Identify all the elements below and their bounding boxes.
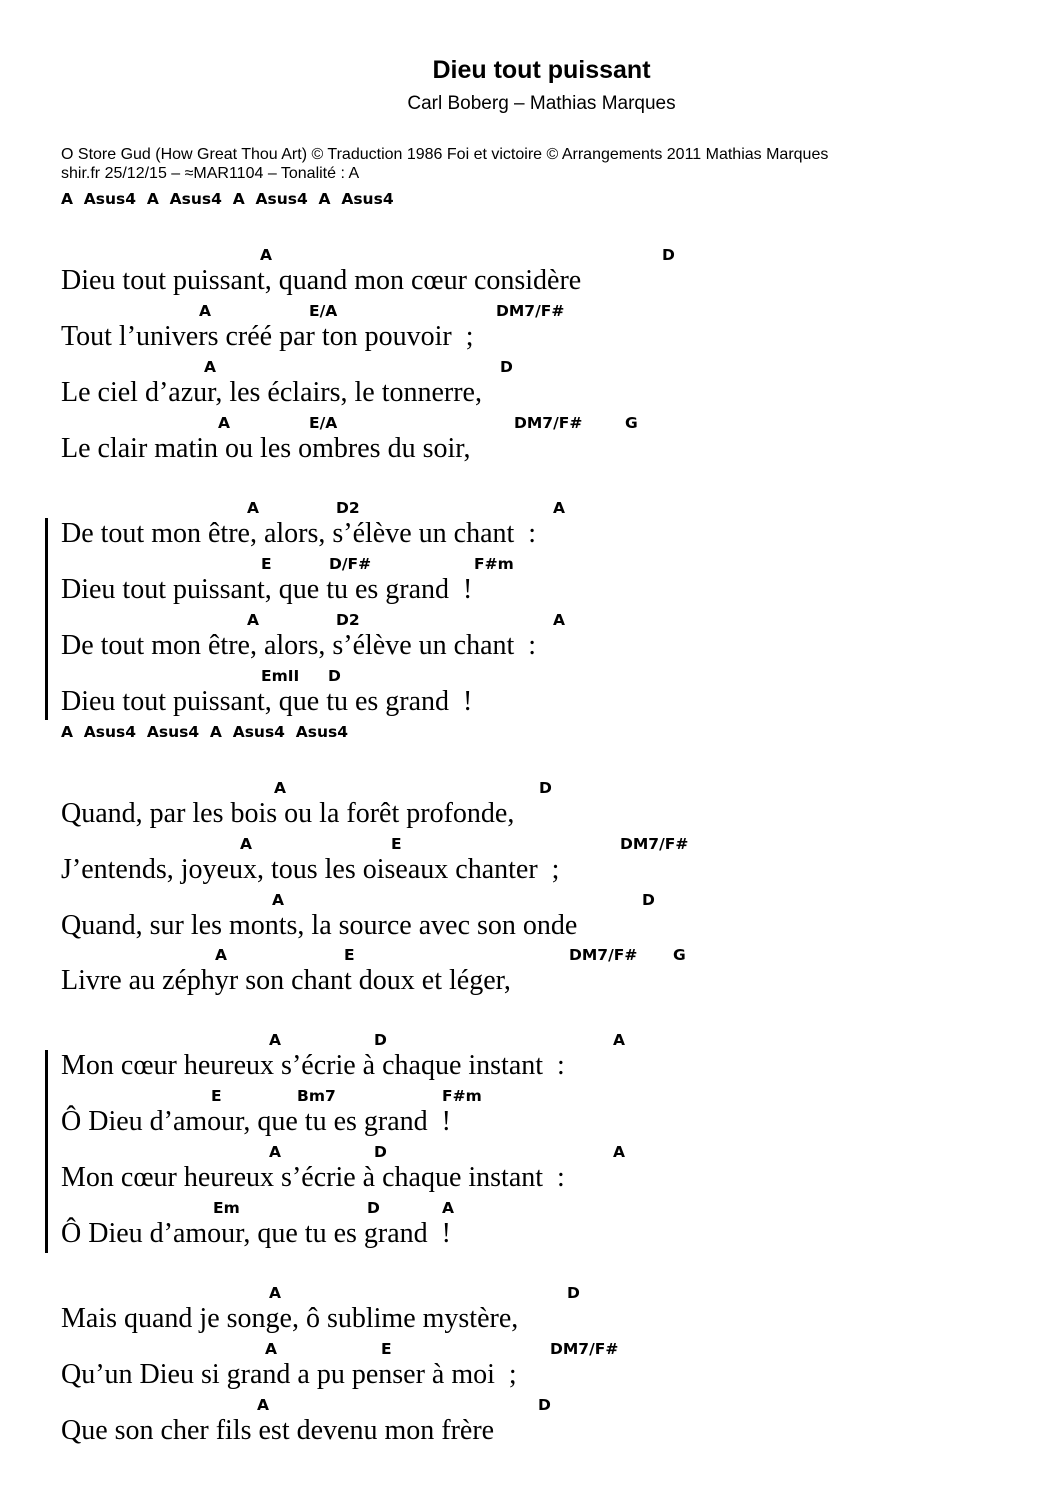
chord: D <box>538 1396 551 1414</box>
chorus-marker-bar <box>45 1050 48 1253</box>
song-authors: Carl Boberg – Mathias Marques <box>407 93 676 114</box>
lyric-line: Le ciel d’azur, les éclairs, le tonnerre, <box>61 377 482 408</box>
chord: A <box>553 499 565 517</box>
chorus-marker-bar <box>45 518 48 720</box>
copyright-line: O Store Gud (How Great Thou Art) © Traduction 1986 Foi et victoire © Arrangements 2011 Mathias Marques <box>61 146 829 163</box>
interlude-chords: A Asus4 Asus4 A Asus4 Asus4 <box>61 723 349 741</box>
lyric-line: Quand, par les bois ou la forêt profonde, <box>61 798 515 829</box>
chord: A <box>269 1031 281 1049</box>
chord: A <box>240 835 252 853</box>
lyric-line: Le clair matin ou les ombres du soir, <box>61 433 471 464</box>
chord: D <box>328 667 341 685</box>
chord: A <box>553 611 565 629</box>
source-line: shir.fr 25/12/15 – ≈MAR1104 – Tonalité : A <box>61 165 360 182</box>
chord: A <box>272 891 284 909</box>
chord: E/A <box>309 414 338 432</box>
lyric-line: Tout l’univers créé par ton pouvoir ; <box>61 321 474 352</box>
chord: A <box>257 1396 269 1414</box>
lyric-line: Mon cœur heureux s’écrie à chaque instant : <box>61 1162 565 1193</box>
chord: DM7/F# <box>550 1340 619 1358</box>
chord: G <box>673 946 686 964</box>
chord: F#m <box>442 1087 482 1105</box>
chord: DM7/F# <box>514 414 583 432</box>
chord: A <box>247 611 259 629</box>
chord: A <box>269 1284 281 1302</box>
lyric-line: Dieu tout puissant, que tu es grand ! <box>61 574 473 605</box>
chord: DM7/F# <box>620 835 689 853</box>
chord: Bm7 <box>297 1087 336 1105</box>
chord: A <box>247 499 259 517</box>
chord: D <box>374 1031 387 1049</box>
chord: E <box>344 946 355 964</box>
chord: A <box>274 779 286 797</box>
chord: E <box>391 835 402 853</box>
chord: A <box>204 358 216 376</box>
lyric-line: De tout mon être, alors, s’élève un chant : <box>61 630 537 661</box>
chord: A <box>613 1143 625 1161</box>
chord: A <box>613 1031 625 1049</box>
chord: EmII <box>261 667 300 685</box>
lyric-line: De tout mon être, alors, s’élève un chant : <box>61 518 537 549</box>
chord: D/F# <box>329 555 372 573</box>
lyric-line: Ô Dieu d’amour, que tu es grand ! <box>61 1106 451 1137</box>
lyric-line: Dieu tout puissant, quand mon cœur considère <box>61 265 582 296</box>
chord: D <box>367 1199 380 1217</box>
chord: D <box>642 891 655 909</box>
lyric-line: Quand, sur les monts, la source avec son onde <box>61 910 578 941</box>
intro-chords: A Asus4 A Asus4 A Asus4 A Asus4 <box>61 190 394 208</box>
chord: A <box>260 246 272 264</box>
lyric-line: Livre au zéphyr son chant doux et léger, <box>61 965 511 996</box>
lyric-line: Ô Dieu d’amour, que tu es grand ! <box>61 1218 451 1249</box>
chord: D <box>539 779 552 797</box>
chord: A <box>265 1340 277 1358</box>
chord: E <box>211 1087 222 1105</box>
lyric-line: Que son cher fils est devenu mon frère <box>61 1415 495 1446</box>
chord: D <box>662 246 675 264</box>
lyric-line: Mon cœur heureux s’écrie à chaque instant : <box>61 1050 565 1081</box>
chord: D2 <box>336 611 360 629</box>
chord: A <box>218 414 230 432</box>
chord: A <box>269 1143 281 1161</box>
chord: E/A <box>309 302 338 320</box>
chord: E <box>381 1340 392 1358</box>
chord: D <box>374 1143 387 1161</box>
chord: G <box>625 414 638 432</box>
chord: DM7/F# <box>496 302 565 320</box>
chord: A <box>215 946 227 964</box>
lyric-line: Mais quand je songe, ô sublime mystère, <box>61 1303 519 1334</box>
lyric-line: J’entends, joyeux, tous les oiseaux chanter ; <box>61 854 560 885</box>
chord: Em <box>213 1199 240 1217</box>
chord: A <box>442 1199 454 1217</box>
chord: E <box>261 555 272 573</box>
chord: A <box>199 302 211 320</box>
chord: DM7/F# <box>569 946 638 964</box>
lyric-line: Qu’un Dieu si grand a pu penser à moi ; <box>61 1359 517 1390</box>
lyric-line: Dieu tout puissant, que tu es grand ! <box>61 686 473 717</box>
chord: D <box>567 1284 580 1302</box>
chord: F#m <box>474 555 514 573</box>
chord: D2 <box>336 499 360 517</box>
chord: D <box>500 358 513 376</box>
song-title: Dieu tout puissant <box>432 56 651 84</box>
